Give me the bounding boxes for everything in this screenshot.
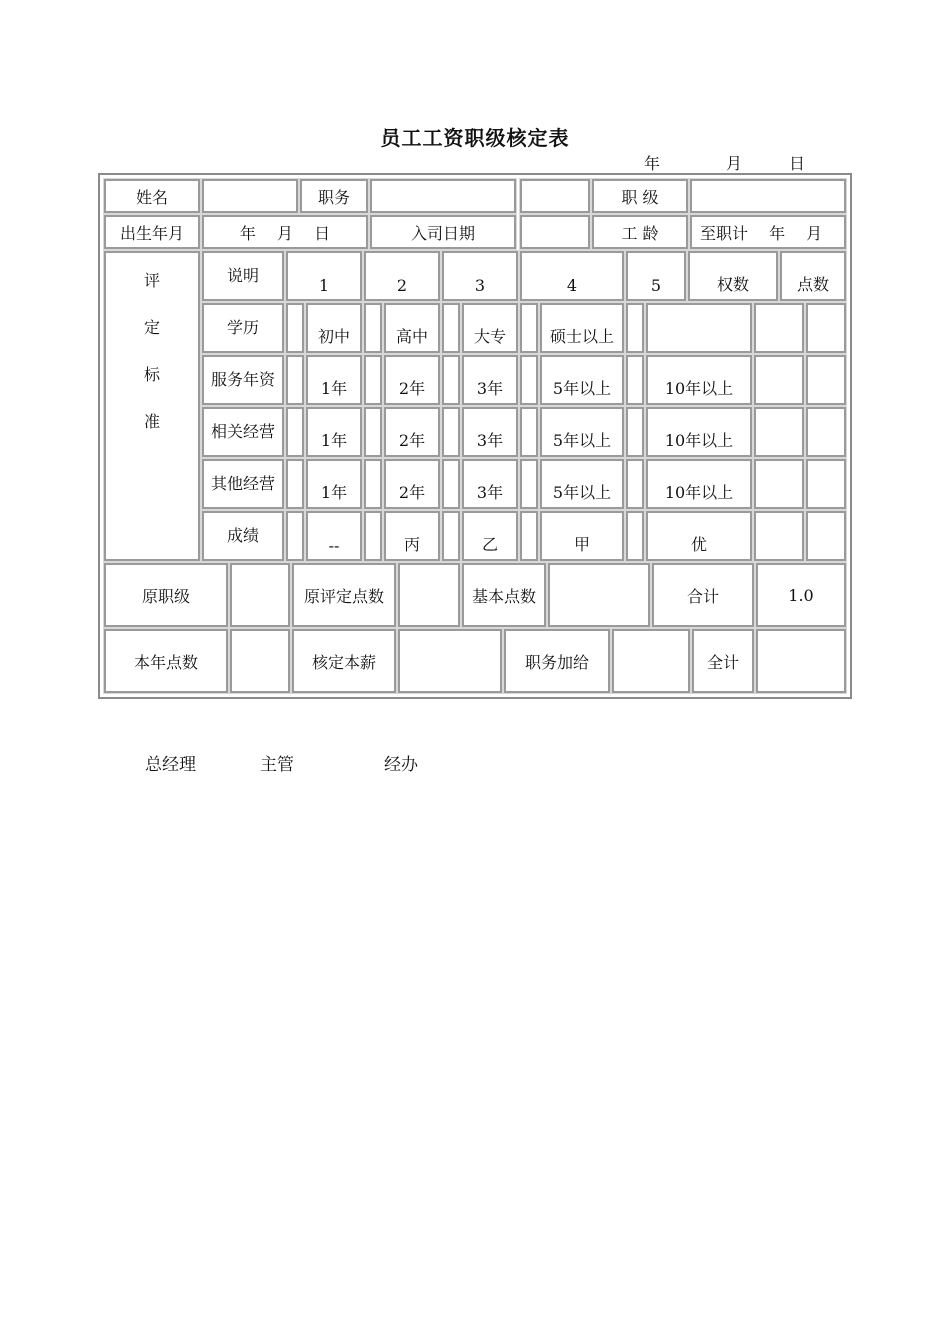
eval-spacer xyxy=(286,511,304,561)
eval-cell: 硕士以上 xyxy=(540,303,624,353)
date-year-label: 年 xyxy=(644,154,661,173)
grade-label: 职 级 xyxy=(592,179,688,213)
eval-level-1: 1 xyxy=(286,251,362,301)
total-value: 1.0 xyxy=(756,563,846,627)
eval-char-2: 定 xyxy=(143,318,160,337)
year-points-field[interactable] xyxy=(230,629,290,693)
eval-cell: 乙 xyxy=(462,511,518,561)
eval-spacer xyxy=(286,303,304,353)
eval-level-3: 3 xyxy=(442,251,518,301)
points-field[interactable] xyxy=(806,511,846,561)
duty-bonus-label: 职务加给 xyxy=(504,629,610,693)
orig-points-field[interactable] xyxy=(398,563,460,627)
eval-spacer xyxy=(442,511,460,561)
eval-spacer xyxy=(520,407,538,457)
eval-row-label-service: 服务年资 xyxy=(202,355,284,405)
eval-cell: 5年以上 xyxy=(540,459,624,509)
eval-row-label-education: 学历 xyxy=(202,303,284,353)
birth-field[interactable]: 年 月 日 xyxy=(202,215,368,249)
eval-spacer xyxy=(286,355,304,405)
join-date-field[interactable] xyxy=(520,215,590,249)
join-date-label: 入司日期 xyxy=(370,215,516,249)
eval-spacer xyxy=(626,355,644,405)
eval-level-4: 4 xyxy=(520,251,624,301)
name-label: 姓名 xyxy=(104,179,200,213)
eval-char-3: 标 xyxy=(143,365,160,384)
eval-cell: 大专 xyxy=(462,303,518,353)
orig-points-label: 原评定点数 xyxy=(292,563,396,627)
eval-spacer xyxy=(442,303,460,353)
eval-cell: 丙 xyxy=(384,511,440,561)
eval-spacer xyxy=(626,303,644,353)
eval-spacer xyxy=(442,355,460,405)
eval-cell: 3年 xyxy=(462,355,518,405)
eval-spacer xyxy=(626,407,644,457)
full-total-label: 全计 xyxy=(692,629,754,693)
eval-cell: 1年 xyxy=(306,459,362,509)
eval-cell: 2年 xyxy=(384,407,440,457)
eval-spacer xyxy=(364,303,382,353)
page-title: 员工工资职级核定表 xyxy=(380,126,570,150)
orig-grade-label: 原职级 xyxy=(104,563,228,627)
eval-row-label-related: 相关经营 xyxy=(202,407,284,457)
base-points-field[interactable] xyxy=(548,563,650,627)
total-label: 合计 xyxy=(652,563,754,627)
points-field[interactable] xyxy=(806,355,846,405)
eval-cell: 2年 xyxy=(384,459,440,509)
eval-criteria-label xyxy=(104,251,200,561)
name-field[interactable] xyxy=(202,179,298,213)
approved-salary-label: 核定本薪 xyxy=(292,629,396,693)
eval-cell: 优 xyxy=(646,511,752,561)
eval-cell: 1年 xyxy=(306,407,362,457)
eval-level-5: 5 xyxy=(626,251,686,301)
signature-supervisor: 主管 xyxy=(260,755,294,775)
eval-cell: 2年 xyxy=(384,355,440,405)
eval-cell: 初中 xyxy=(306,303,362,353)
full-total-field[interactable] xyxy=(756,629,846,693)
weight-field[interactable] xyxy=(754,407,804,457)
eval-cell: 高中 xyxy=(384,303,440,353)
points-field[interactable] xyxy=(806,459,846,509)
to-now-field[interactable]: 至职计 年 月 xyxy=(690,215,846,249)
blank-field[interactable] xyxy=(520,179,590,213)
eval-cell xyxy=(646,303,752,353)
duty-field[interactable] xyxy=(370,179,516,213)
points-header: 点数 xyxy=(780,251,846,301)
signature-handler: 经办 xyxy=(384,755,418,775)
eval-spacer xyxy=(442,407,460,457)
eval-cell: 5年以上 xyxy=(540,407,624,457)
salary-grade-form xyxy=(98,173,852,699)
eval-cell: 3年 xyxy=(462,407,518,457)
eval-cell: 甲 xyxy=(540,511,624,561)
eval-cell: 1年 xyxy=(306,355,362,405)
eval-spacer xyxy=(520,511,538,561)
eval-level-2: 2 xyxy=(364,251,440,301)
weight-header: 权数 xyxy=(688,251,778,301)
eval-header-label: 说明 xyxy=(202,251,284,301)
eval-spacer xyxy=(364,511,382,561)
base-points-label: 基本点数 xyxy=(462,563,546,627)
points-field[interactable] xyxy=(806,303,846,353)
duty-label: 职务 xyxy=(300,179,368,213)
eval-spacer xyxy=(364,459,382,509)
date-month-label: 月 xyxy=(726,154,743,173)
eval-spacer xyxy=(364,407,382,457)
eval-spacer xyxy=(626,511,644,561)
eval-char-4: 准 xyxy=(143,412,160,431)
grade-field[interactable] xyxy=(690,179,846,213)
eval-spacer xyxy=(286,459,304,509)
weight-field[interactable] xyxy=(754,355,804,405)
seniority-label: 工 龄 xyxy=(592,215,688,249)
eval-cell: 10年以上 xyxy=(646,355,752,405)
eval-cell: 10年以上 xyxy=(646,407,752,457)
eval-cell: 5年以上 xyxy=(540,355,624,405)
weight-field[interactable] xyxy=(754,511,804,561)
eval-row-label-performance: 成绩 xyxy=(202,511,284,561)
orig-grade-field[interactable] xyxy=(230,563,290,627)
points-field[interactable] xyxy=(806,407,846,457)
year-points-label: 本年点数 xyxy=(104,629,228,693)
eval-cell: -- xyxy=(306,511,362,561)
eval-spacer xyxy=(520,459,538,509)
eval-spacer xyxy=(520,355,538,405)
approved-salary-field[interactable] xyxy=(398,629,502,693)
eval-cell: 10年以上 xyxy=(646,459,752,509)
eval-spacer xyxy=(442,459,460,509)
eval-char-1: 评 xyxy=(143,271,160,290)
weight-field[interactable] xyxy=(754,303,804,353)
eval-spacer xyxy=(626,459,644,509)
eval-spacer xyxy=(520,303,538,353)
eval-cell: 3年 xyxy=(462,459,518,509)
signature-gm: 总经理 xyxy=(145,755,196,775)
eval-row-label-other: 其他经营 xyxy=(202,459,284,509)
eval-spacer xyxy=(364,355,382,405)
duty-bonus-field[interactable] xyxy=(612,629,690,693)
weight-field[interactable] xyxy=(754,459,804,509)
birth-label: 出生年月 xyxy=(104,215,200,249)
date-day-label: 日 xyxy=(789,154,806,173)
eval-spacer xyxy=(286,407,304,457)
